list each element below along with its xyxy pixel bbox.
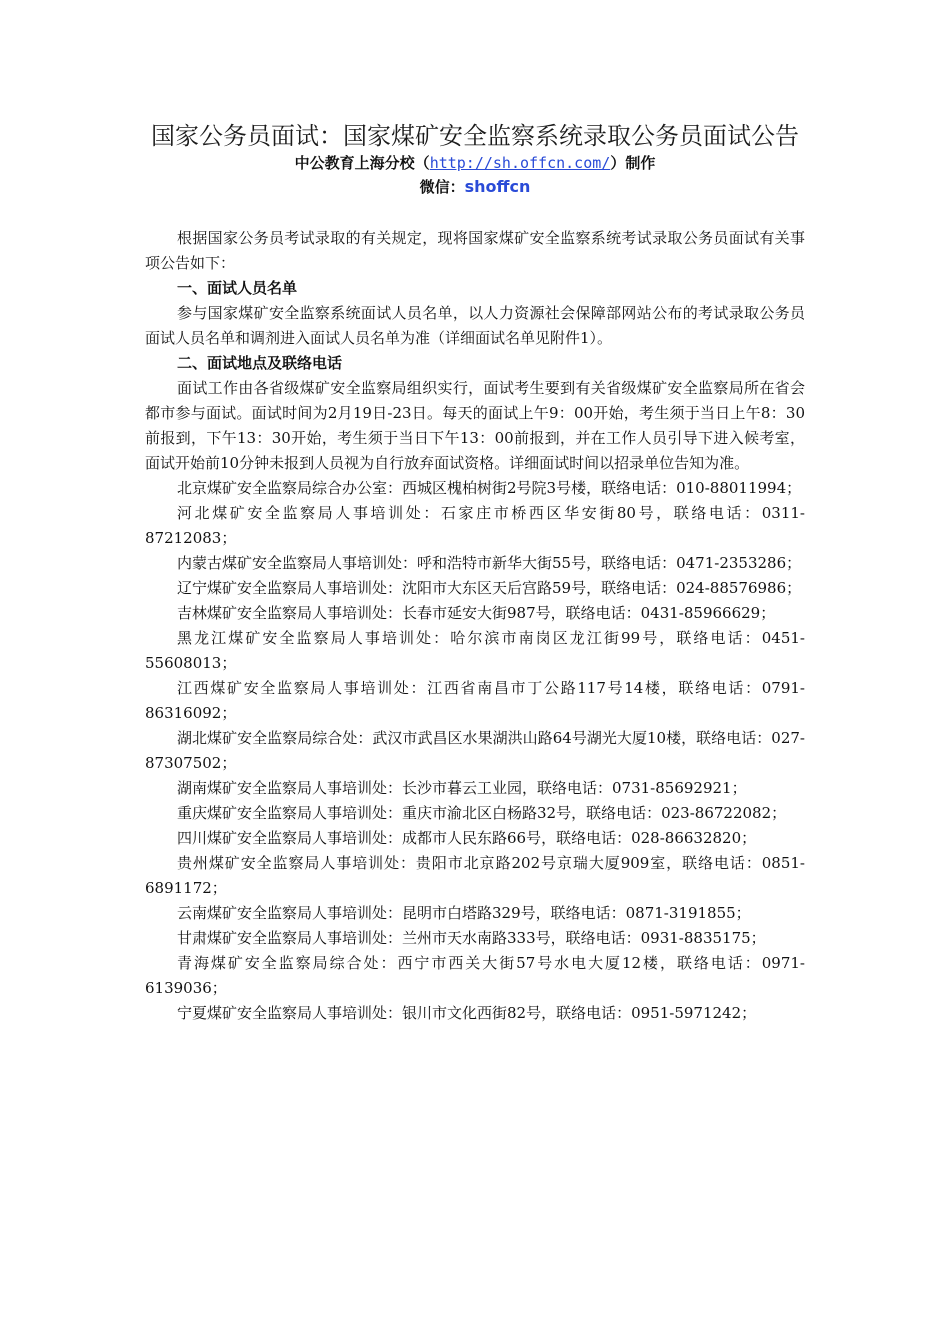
contact-entry-gansu: 甘肃煤矿安全监察局人事培训处：兰州市天水南路333号，联络电话：0931-8835175； [177, 929, 766, 947]
contact-entry-liaoning: 辽宁煤矿安全监察局人事培训处：沈阳市大东区天后宫路59号，联络电话：024-88576986； [177, 579, 802, 597]
document-title: 国家公务员面试：国家煤矿安全监察系统录取公务员面试公告 [151, 122, 799, 150]
wechat-id: shoffcn [464, 177, 531, 196]
contact-entry-jiangxi: 江西煤矿安全监察局人事培训处：江西省南昌市丁公路117号14楼，联络电话：0791-86316092； [145, 679, 805, 722]
producer-line [0, 152, 950, 174]
candidates-paragraph: 参与国家煤矿安全监察系统面试人员名单，以人力资源社会保障部网站公布的考试录取公务员面试人员名单和调剂进入面试人员名单为准（详细面试名单见附件1）。 [145, 304, 805, 347]
contact-entry-chongqing: 重庆煤矿安全监察局人事培训处：重庆市渝北区白杨路32号，联络电话：023-86722082； [177, 804, 787, 822]
contact-entry-guizhou: 贵州煤矿安全监察局人事培训处：贵阳市北京路202号京瑞大厦909室，联络电话：0851-6891172； [145, 854, 805, 897]
producer-suffix: ）制作 [610, 154, 656, 172]
contact-entry-neimenggu: 内蒙古煤矿安全监察局人事培训处：呼和浩特市新华大街55号，联络电话：0471-2353286； [177, 554, 802, 572]
section-heading-candidates: 一、面试人员名单 [177, 279, 298, 297]
schedule-paragraph: 面试工作由各省级煤矿安全监察局组织实行，面试考生要到有关省级煤矿安全监察局所在省会都市参与面试。面试时间为2月19日-23日。每天的面试上午9：00开始，考生须于当日上午8：30前报到，下午13：30开始，考生须于当日下午13：00前报到，并在工作人员引导下进入候考室，面试开始前10分钟未报到人员视为自行放弃面试资格。详细面试时间以招录单位告知为准。 [145, 379, 805, 472]
contact-entry-yunnan: 云南煤矿安全监察局人事培训处：昆明市白塔路329号，联络电话：0871-3191855； [177, 904, 751, 922]
contact-entry-hebei: 河北煤矿安全监察局人事培训处：石家庄市桥西区华安街80号，联络电话：0311-87212083； [145, 504, 805, 547]
contact-entry-qinghai: 青海煤矿安全监察局综合处：西宁市西关大街57号水电大厦12楼，联络电话：0971-6139036； [145, 954, 805, 997]
intro-paragraph: 根据国家公务员考试录取的有关规定，现将国家煤矿安全监察系统考试录取公务员面试有关事项公告如下： [145, 229, 805, 272]
document-body [145, 226, 805, 1026]
contact-entry-jilin: 吉林煤矿安全监察局人事培训处：长春市延安大街987号，联络电话：0431-85966629； [177, 604, 776, 622]
wechat-line [0, 176, 950, 198]
section-heading-locations: 二、面试地点及联络电话 [177, 354, 343, 372]
contact-entry-heilongjiang: 黑龙江煤矿安全监察局人事培训处：哈尔滨市南岗区龙江街99号，联络电话：0451-55608013； [145, 629, 805, 672]
contact-entry-sichuan: 四川煤矿安全监察局人事培训处：成都市人民东路66号，联络电话：028-86632820； [177, 829, 757, 847]
contact-entry-hunan: 湖南煤矿安全监察局人事培训处：长沙市暮云工业园，联络电话：0731-85692921； [177, 779, 747, 797]
contact-entry-hubei: 湖北煤矿安全监察局综合处：武汉市武昌区水果湖洪山路64号湖光大厦10楼，联络电话：027-87307502； [145, 729, 805, 772]
contact-entry-ningxia: 宁夏煤矿安全监察局人事培训处：银川市文化西街82号，联络电话：0951-5971242； [177, 1004, 757, 1022]
website-link[interactable]: http://sh.offcn.com/ [429, 154, 611, 172]
contact-entry-beijing: 北京煤矿安全监察局综合办公室：西城区槐柏树街2号院3号楼，联络电话：010-88011994； [177, 479, 802, 497]
producer-prefix: 中公教育上海分校（ [294, 154, 430, 172]
wechat-label: 微信： [419, 178, 465, 196]
